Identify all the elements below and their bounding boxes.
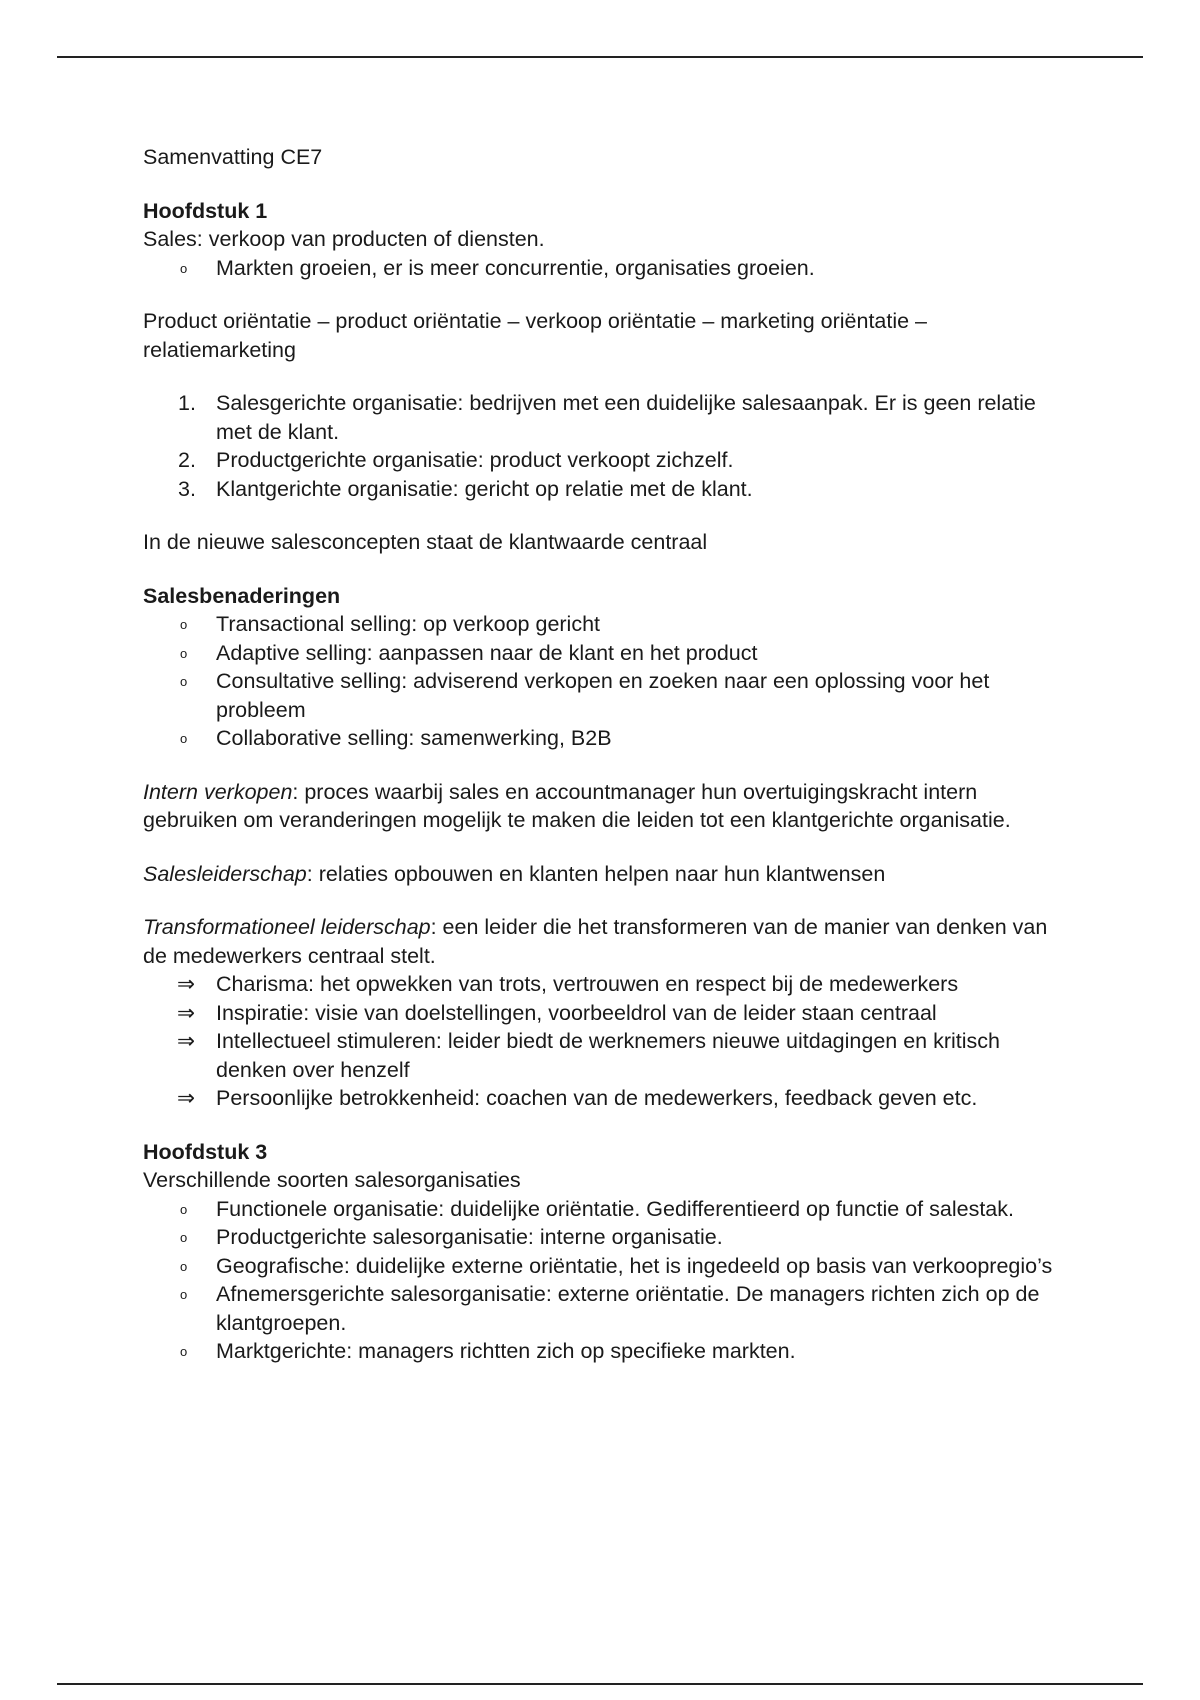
list-item: ⇒ Charisma: het opwekken van trots, vertrouwen en respect bij de medewerkers bbox=[143, 970, 1073, 999]
list-item: ⇒ Persoonlijke betrokkenheid: coachen van de medewerkers, feedback geven etc. bbox=[143, 1084, 1073, 1113]
list-item: o Productgerichte salesorganisatie: interne organisatie. bbox=[143, 1223, 1073, 1252]
list-item: ⇒ Intellectueel stimuleren: leider biedt de werknemers nieuwe uitdagingen en kritisch denken over henzelf bbox=[177, 1029, 1000, 1082]
term-transformationeel-leiderschap: Transformationeel leiderschap bbox=[143, 915, 431, 939]
section1-bullet-list bbox=[143, 254, 1073, 283]
organisation-types-list bbox=[143, 389, 1073, 503]
sales-definition: Sales: verkoop van producten of diensten. bbox=[143, 227, 545, 251]
leadership-aspects-list bbox=[143, 970, 1073, 1113]
list-item: o Consultative selling: adviserend verkopen en zoeken naar een oplossing voor het probleem bbox=[180, 669, 990, 722]
arrow-icon: ⇒ bbox=[177, 1086, 196, 1110]
section-heading-salesbenaderingen: Salesbenaderingen bbox=[143, 583, 341, 608]
list-item: o Functionele organisatie: duidelijke oriëntatie. Gedifferentieerd op functie of salestak. bbox=[143, 1195, 1073, 1224]
footer-rule bbox=[57, 1683, 1143, 1685]
bullet-marker: o bbox=[180, 731, 188, 746]
salesleiderschap-paragraph: Salesleiderschap: relaties opbouwen en klanten helpen naar hun klantwensen bbox=[143, 861, 886, 886]
list-item: o Collaborative selling: samenwerking, B2B bbox=[143, 724, 1073, 753]
list-item: ⇒ Inspiratie: visie van doelstellingen, voorbeeldrol van de leider staan centraal bbox=[143, 999, 1073, 1028]
bullet-marker: o bbox=[180, 645, 188, 661]
bullet-marker: o bbox=[180, 674, 188, 689]
arrow-icon: ⇒ bbox=[177, 1029, 196, 1053]
list-item: o Transactional selling: op verkoop gericht bbox=[143, 610, 1073, 639]
list-item: 2. Productgerichte organisatie: product verkoopt zichzelf. bbox=[143, 446, 1073, 475]
list-item: o Afnemersgerichte salesorganisatie: externe oriëntatie. De managers richten zich op de klantgroepen. bbox=[180, 1282, 1040, 1335]
number-marker: 2. bbox=[178, 448, 196, 472]
term-salesleiderschap: Salesleiderschap bbox=[143, 861, 307, 886]
list-item: o Adaptive selling: aanpassen naar de klant en het product bbox=[143, 639, 1073, 668]
salesorganisaties-intro: Verschillende soorten salesorganisaties bbox=[143, 1168, 521, 1192]
bullet-marker: o bbox=[180, 1230, 188, 1245]
number-marker: 1. bbox=[178, 391, 196, 415]
bullet-marker: o bbox=[180, 1287, 188, 1302]
list-item: 3. Klantgerichte organisatie: gericht op relatie met de klant. bbox=[143, 475, 1073, 504]
arrow-icon: ⇒ bbox=[177, 1000, 196, 1025]
document-body bbox=[143, 143, 1073, 1366]
list-item: o Marktgerichte: managers richtten zich op specifieke markten. bbox=[143, 1337, 1073, 1366]
section-heading-hoofdstuk-3: Hoofdstuk 3 bbox=[143, 1139, 268, 1164]
list-item: o Geografische: duidelijke externe oriëntatie, het is ingedeeld op basis van verkoopregio’s bbox=[143, 1252, 1073, 1281]
klantwaarde-paragraph: In de nieuwe salesconcepten staat de klantwaarde centraal bbox=[143, 530, 708, 554]
arrow-icon: ⇒ bbox=[177, 972, 196, 996]
term-intern-verkopen: Intern verkopen bbox=[143, 779, 293, 804]
bullet-marker: o bbox=[180, 1258, 188, 1274]
list-item: 1. Salesgerichte organisatie: bedrijven met een duidelijke salesaanpak. Er is geen relatie met de klant. bbox=[178, 391, 1036, 444]
bullet-marker: o bbox=[180, 1344, 188, 1359]
number-marker: 3. bbox=[178, 476, 196, 501]
bullet-marker: o bbox=[180, 617, 188, 632]
orientation-paragraph: Product oriëntatie – product oriëntatie – verkoop oriëntatie – marketing oriëntatie – relatiemarketing bbox=[143, 309, 928, 362]
bullet-marker: o bbox=[180, 1201, 188, 1217]
header-rule bbox=[57, 56, 1143, 58]
transformationeel-paragraph: Transformationeel leiderschap: een leider die het transformeren van de manier van denken van de medewerkers centraal stelt. bbox=[143, 915, 1048, 968]
sales-organisations-list bbox=[143, 1195, 1073, 1366]
list-item: o Markten groeien, er is meer concurrentie, organisaties groeien. bbox=[143, 254, 1073, 283]
section-heading-hoofdstuk-1: Hoofdstuk 1 bbox=[143, 198, 268, 223]
bullet-marker: o bbox=[180, 260, 188, 276]
sales-approaches-list bbox=[143, 610, 1073, 753]
document-title: Samenvatting CE7 bbox=[143, 145, 323, 169]
intern-verkopen-paragraph: Intern verkopen: proces waarbij sales en accountmanager hun overtuigingskracht intern gebruiken om veranderingen mogelijk te maken die leiden tot een klantgerichte organisatie. bbox=[143, 779, 1011, 832]
